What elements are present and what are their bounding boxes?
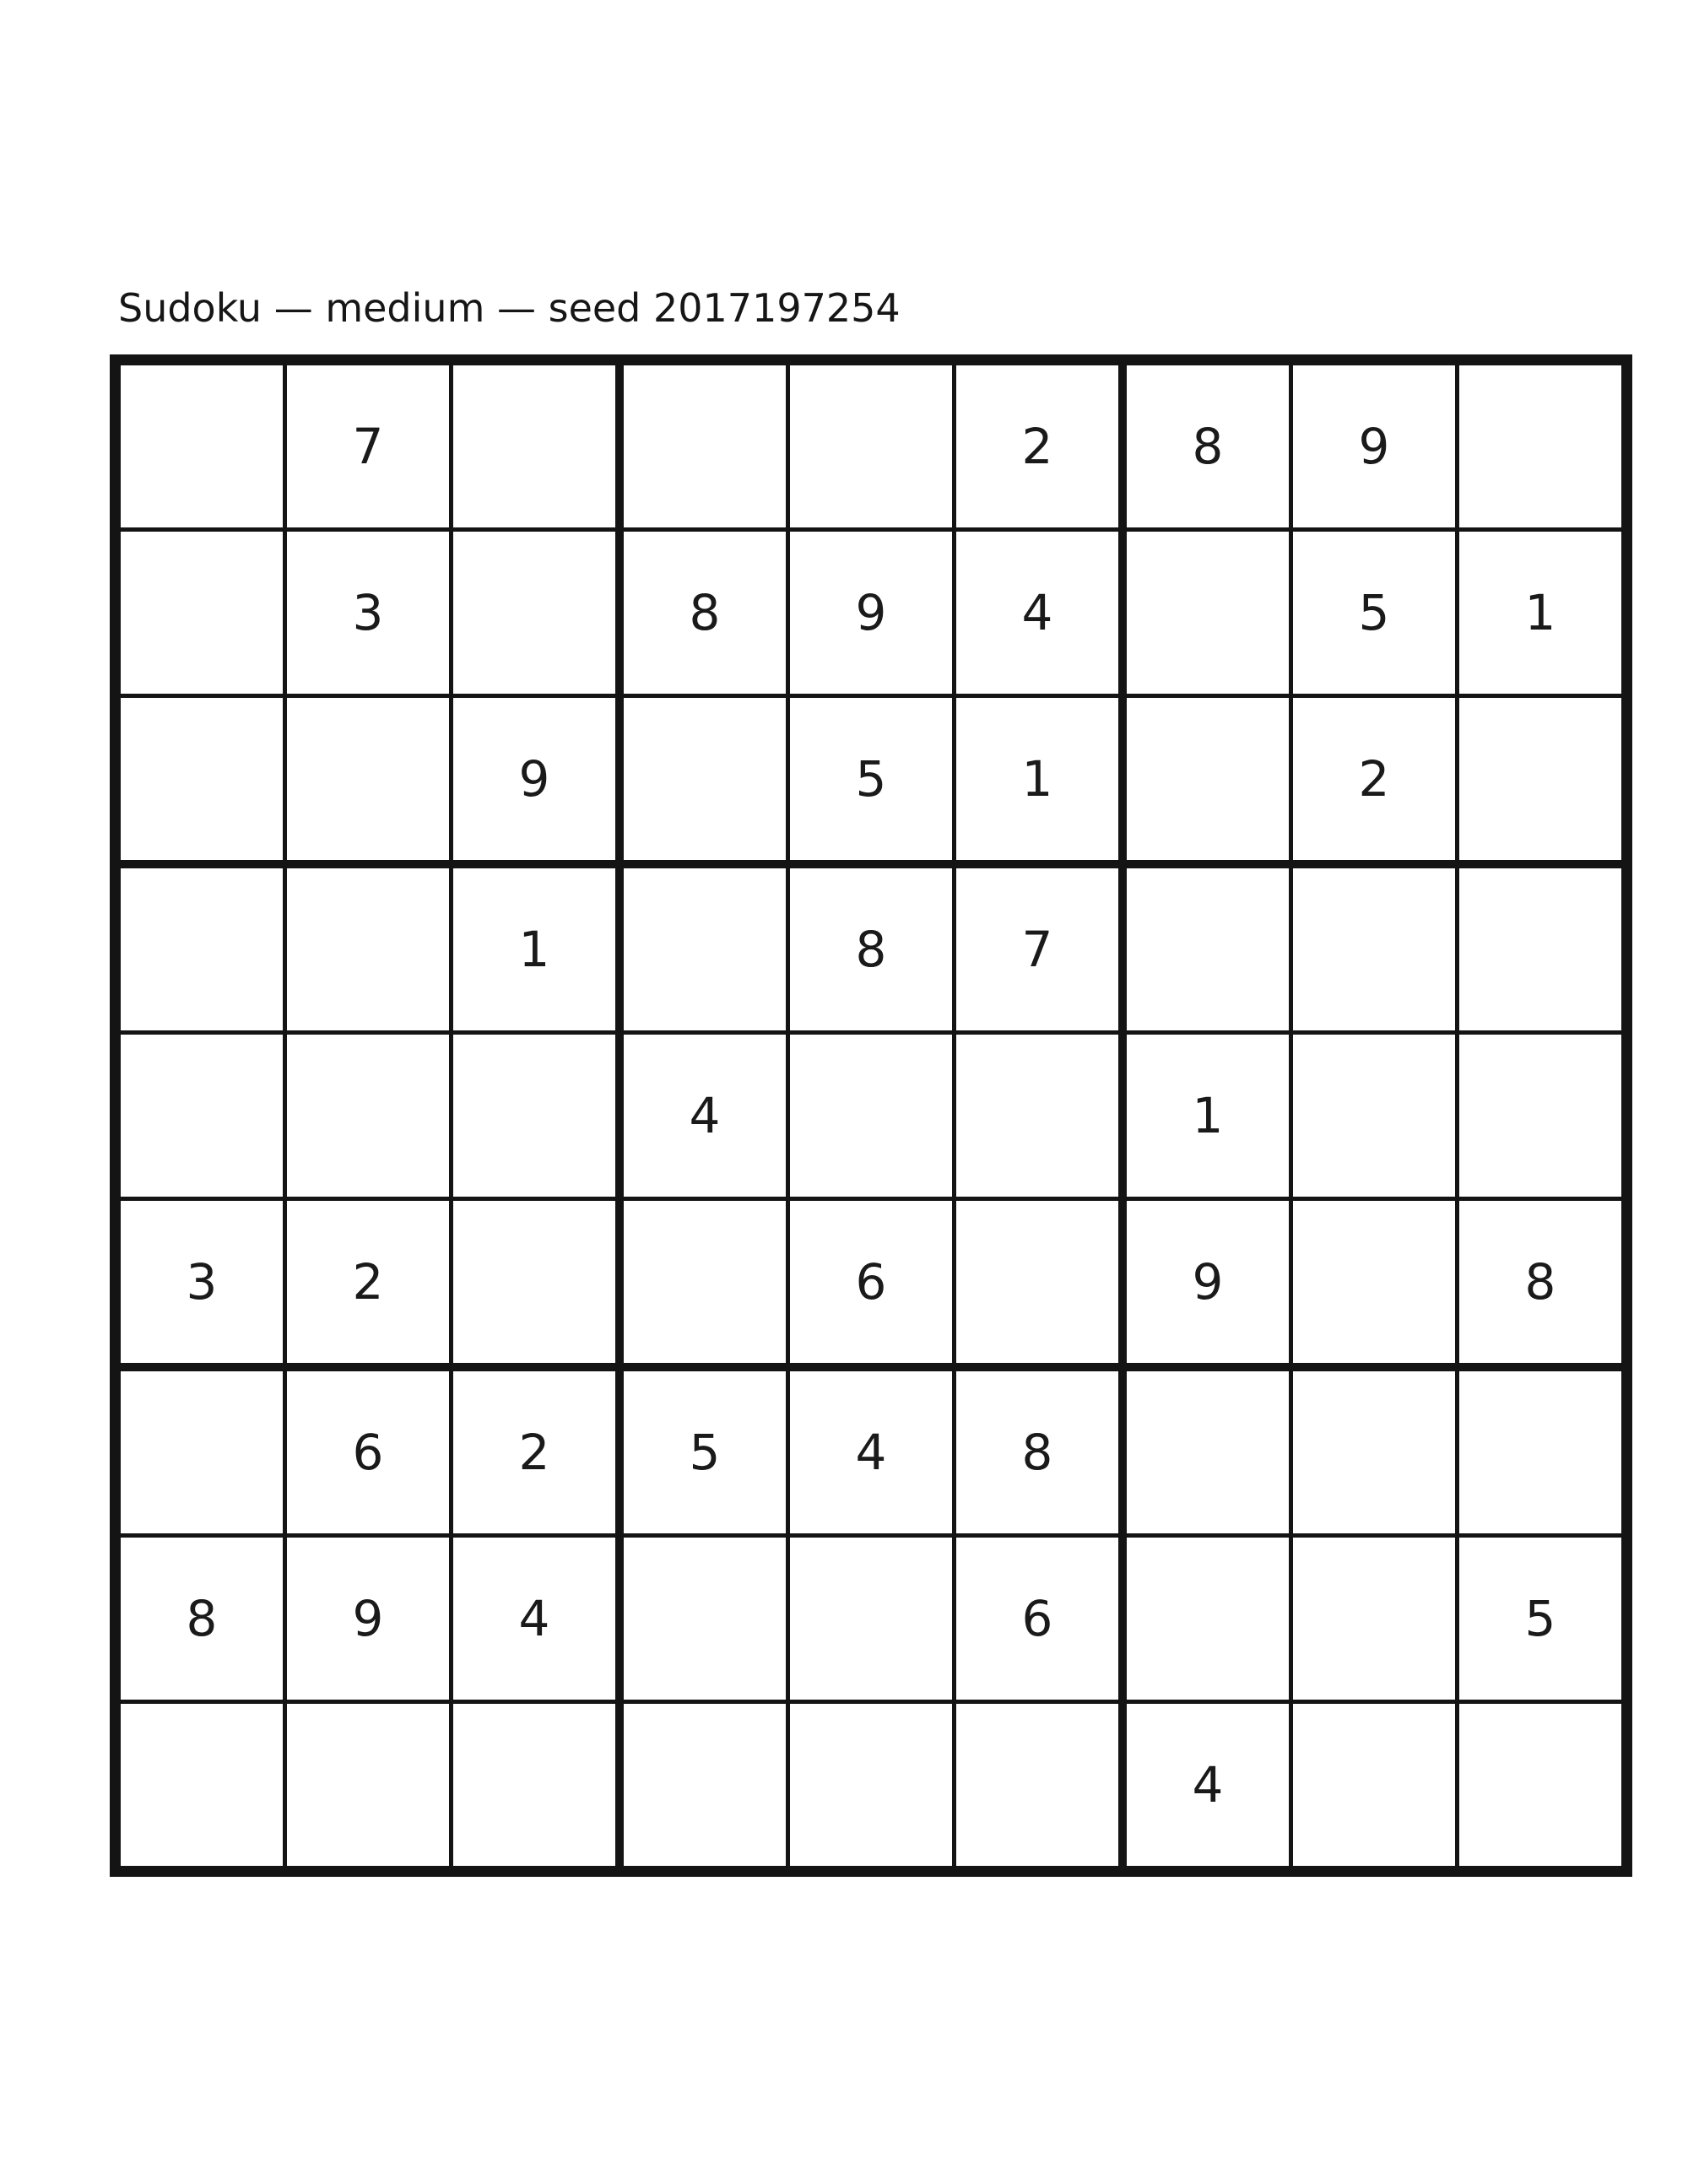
cell-r5-c8[interactable] — [1291, 1033, 1458, 1199]
cell-r9-c7[interactable]: 4 — [1123, 1702, 1291, 1872]
grid-row-6 — [116, 1199, 1627, 1368]
cell-r7-c8[interactable] — [1291, 1367, 1458, 1536]
cell-r8-c4[interactable] — [619, 1536, 788, 1702]
cell-r1-c3[interactable] — [452, 360, 620, 530]
cell-r4-c6[interactable]: 7 — [955, 864, 1123, 1033]
cell-r2-c2[interactable]: 3 — [285, 530, 452, 696]
cell-r4-c5[interactable]: 8 — [788, 864, 955, 1033]
cell-r5-c1[interactable] — [116, 1033, 285, 1199]
cell-r4-c2[interactable] — [285, 864, 452, 1033]
cell-r2-c1[interactable] — [116, 530, 285, 696]
grid-row-7 — [116, 1367, 1627, 1536]
cell-r3-c6[interactable]: 1 — [955, 696, 1123, 865]
cell-r2-c8[interactable]: 5 — [1291, 530, 1458, 696]
cell-r8-c3[interactable]: 4 — [452, 1536, 620, 1702]
cell-r2-c7[interactable] — [1123, 530, 1291, 696]
cell-r3-c8[interactable]: 2 — [1291, 696, 1458, 865]
cell-r3-c3[interactable]: 9 — [452, 696, 620, 865]
cell-r8-c7[interactable] — [1123, 1536, 1291, 1702]
cell-r6-c1[interactable]: 3 — [116, 1199, 285, 1368]
cell-r8-c2[interactable]: 9 — [285, 1536, 452, 1702]
cell-r9-c4[interactable] — [619, 1702, 788, 1872]
grid-row-4 — [116, 864, 1627, 1033]
cell-r3-c4[interactable] — [619, 696, 788, 865]
cell-r2-c4[interactable]: 8 — [619, 530, 788, 696]
cell-r4-c7[interactable] — [1123, 864, 1291, 1033]
cell-r2-c3[interactable] — [452, 530, 620, 696]
cell-r6-c6[interactable] — [955, 1199, 1123, 1368]
cell-r9-c9[interactable] — [1458, 1702, 1627, 1872]
cell-r3-c2[interactable] — [285, 696, 452, 865]
cell-r5-c9[interactable] — [1458, 1033, 1627, 1199]
cell-r5-c7[interactable]: 1 — [1123, 1033, 1291, 1199]
cell-r6-c2[interactable]: 2 — [285, 1199, 452, 1368]
grid-row-3 — [116, 696, 1627, 865]
cell-r9-c2[interactable] — [285, 1702, 452, 1872]
cell-r9-c3[interactable] — [452, 1702, 620, 1872]
cell-r7-c3[interactable]: 2 — [452, 1367, 620, 1536]
cell-r7-c9[interactable] — [1458, 1367, 1627, 1536]
cell-r7-c5[interactable]: 4 — [788, 1367, 955, 1536]
cell-r8-c1[interactable]: 8 — [116, 1536, 285, 1702]
cell-r8-c5[interactable] — [788, 1536, 955, 1702]
cell-r1-c9[interactable] — [1458, 360, 1627, 530]
cell-r6-c3[interactable] — [452, 1199, 620, 1368]
cell-r3-c7[interactable] — [1123, 696, 1291, 865]
cell-r4-c1[interactable] — [116, 864, 285, 1033]
cell-r5-c5[interactable] — [788, 1033, 955, 1199]
cell-r2-c6[interactable]: 4 — [955, 530, 1123, 696]
cell-r6-c9[interactable]: 8 — [1458, 1199, 1627, 1368]
cell-r6-c5[interactable]: 6 — [788, 1199, 955, 1368]
cell-r3-c1[interactable] — [116, 696, 285, 865]
cell-r1-c1[interactable] — [116, 360, 285, 530]
cell-r7-c4[interactable]: 5 — [619, 1367, 788, 1536]
cell-r7-c7[interactable] — [1123, 1367, 1291, 1536]
cell-r8-c6[interactable]: 6 — [955, 1536, 1123, 1702]
sudoku-grid — [110, 354, 1632, 1877]
cell-r9-c8[interactable] — [1291, 1702, 1458, 1872]
cell-r5-c6[interactable] — [955, 1033, 1123, 1199]
cell-r4-c8[interactable] — [1291, 864, 1458, 1033]
cell-r6-c7[interactable]: 9 — [1123, 1199, 1291, 1368]
cell-r1-c7[interactable]: 8 — [1123, 360, 1291, 530]
puzzle-title: Sudoku — medium — seed 2017197254 — [118, 285, 901, 331]
cell-r1-c4[interactable] — [619, 360, 788, 530]
cell-r8-c9[interactable]: 5 — [1458, 1536, 1627, 1702]
cell-r2-c5[interactable]: 9 — [788, 530, 955, 696]
cell-r5-c4[interactable]: 4 — [619, 1033, 788, 1199]
cell-r9-c5[interactable] — [788, 1702, 955, 1872]
cell-r4-c9[interactable] — [1458, 864, 1627, 1033]
grid-row-9 — [116, 1702, 1627, 1872]
sudoku-grid-body — [116, 360, 1627, 1872]
grid-row-5 — [116, 1033, 1627, 1199]
cell-r9-c1[interactable] — [116, 1702, 285, 1872]
cell-r8-c8[interactable] — [1291, 1536, 1458, 1702]
cell-r4-c4[interactable] — [619, 864, 788, 1033]
cell-r3-c5[interactable]: 5 — [788, 696, 955, 865]
cell-r5-c2[interactable] — [285, 1033, 452, 1199]
grid-row-2 — [116, 530, 1627, 696]
grid-row-8 — [116, 1536, 1627, 1702]
grid-row-1 — [116, 360, 1627, 530]
cell-r7-c1[interactable] — [116, 1367, 285, 1536]
cell-r6-c8[interactable] — [1291, 1199, 1458, 1368]
cell-r1-c6[interactable]: 2 — [955, 360, 1123, 530]
cell-r1-c8[interactable]: 9 — [1291, 360, 1458, 530]
cell-r1-c5[interactable] — [788, 360, 955, 530]
cell-r7-c2[interactable]: 6 — [285, 1367, 452, 1536]
cell-r6-c4[interactable] — [619, 1199, 788, 1368]
cell-r5-c3[interactable] — [452, 1033, 620, 1199]
cell-r2-c9[interactable]: 1 — [1458, 530, 1627, 696]
cell-r9-c6[interactable] — [955, 1702, 1123, 1872]
cell-r1-c2[interactable]: 7 — [285, 360, 452, 530]
cell-r7-c6[interactable]: 8 — [955, 1367, 1123, 1536]
cell-r4-c3[interactable]: 1 — [452, 864, 620, 1033]
cell-r3-c9[interactable] — [1458, 696, 1627, 865]
